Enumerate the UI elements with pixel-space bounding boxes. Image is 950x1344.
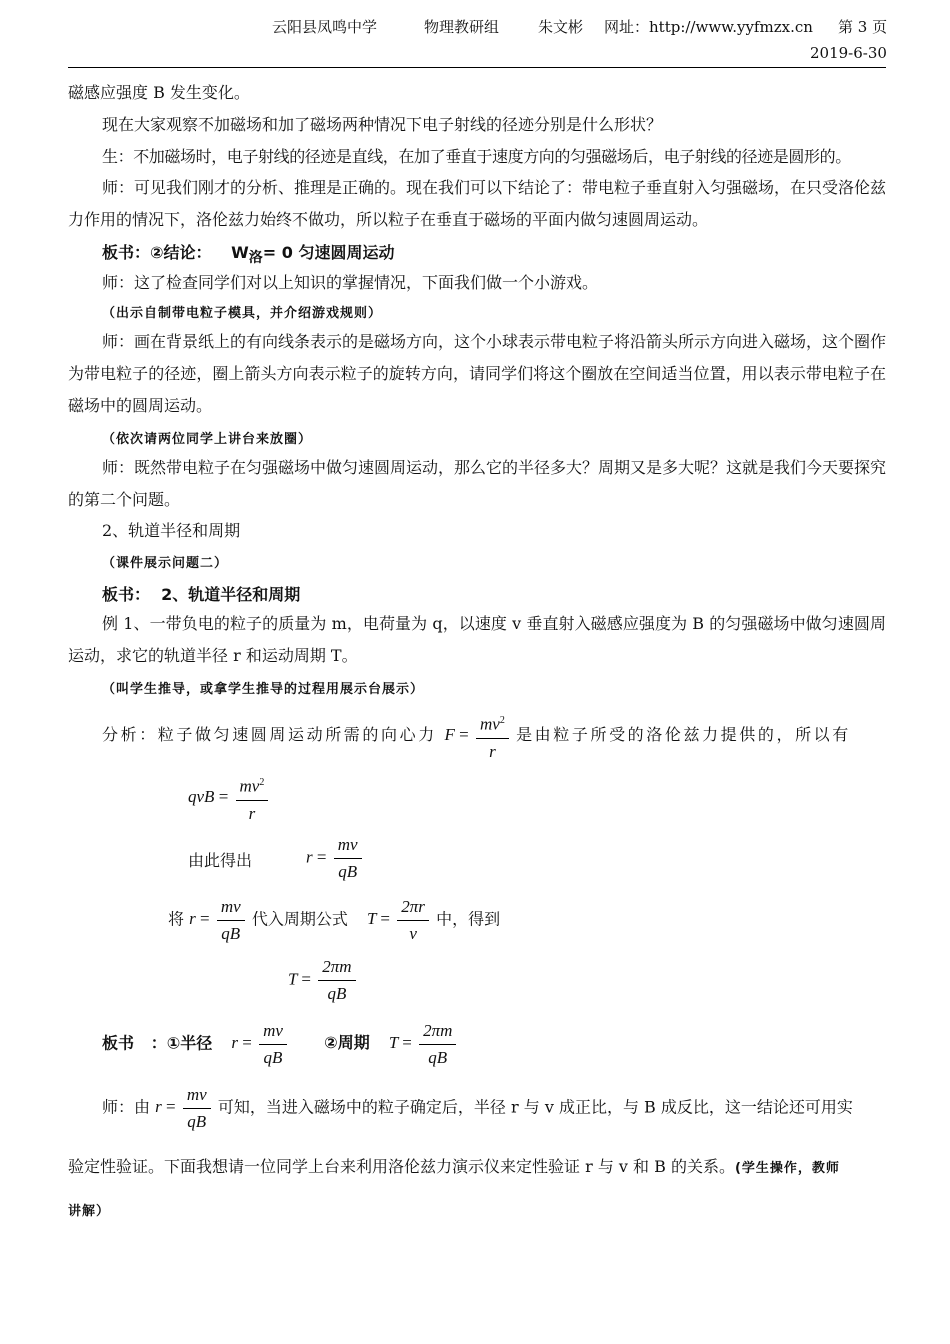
num-2pir: 2πr	[397, 896, 429, 921]
board-orbit: 板书： 2、轨道半径和周期	[102, 585, 301, 604]
board-conclusion-sub: 洛	[248, 250, 263, 267]
num-mv: mv	[239, 776, 260, 796]
symbol-eq: =	[301, 969, 311, 989]
formula-radius	[231, 1021, 294, 1067]
board-conclusion-w: W	[231, 243, 249, 262]
symbol-qvB: qvB	[188, 787, 215, 807]
formula-radius	[306, 834, 365, 883]
fraction-2pim-over-qB	[318, 956, 355, 1005]
derive-label: 由此得出	[188, 851, 253, 870]
paragraph-4: 师：这了检查同学们对以上知识的掌握情况，下面我们做一个小游戏。	[102, 273, 599, 292]
paragraph-7: 2、轨道半径和周期	[102, 521, 241, 540]
den-qB: qB	[221, 924, 241, 943]
symbol-r: r	[189, 909, 196, 929]
formula-radius	[189, 897, 252, 943]
formula-period	[288, 956, 359, 1005]
formula-lorentz-equals-centripetal	[188, 772, 271, 825]
board-conclusion-rest: = 0 匀速圆周运动	[262, 243, 395, 262]
den-v: v	[409, 924, 417, 943]
symbol-F: F	[444, 725, 455, 745]
symbol-eq: =	[316, 847, 327, 867]
symbol-eq: =	[402, 1033, 412, 1053]
symbol-eq: =	[380, 909, 391, 929]
board-radius-label: 板书 ：①半径	[102, 1033, 213, 1053]
paragraph-0: 磁感应强度 B 发生变化。	[68, 83, 250, 102]
paragraph-10-text: 验定性验证。下面我想请一位同学上台来利用洛伦兹力演示仪来定性验证 r 与 v 和 B 的关系。	[68, 1157, 735, 1176]
paragraph-11: 讲解）	[68, 1204, 111, 1219]
analysis-pre: 分析：粒子做匀速圆周运动所需的向心力	[102, 725, 437, 745]
symbol-eq: =	[459, 725, 469, 745]
conclusion-pre: 师：由	[102, 1097, 151, 1117]
example-1: 例 1、一带负电的粒子的质量为 m，电荷量为 q，以速度 v 垂直射入磁感应强度为 B 的匀强磁场中做匀速圆周运动，求它的轨道半径 r 和运动周期 T。	[68, 614, 886, 665]
fraction-mv-over-qB	[183, 1084, 211, 1133]
symbol-T: T	[367, 909, 377, 929]
symbol-eq: =	[199, 909, 210, 929]
symbol-T: T	[388, 1033, 398, 1053]
substitution-line	[168, 896, 500, 945]
den-r: r	[248, 803, 256, 823]
board-period-label: ②周期	[324, 1033, 370, 1053]
exp-2: 2	[259, 777, 265, 788]
fraction-mv-over-qB	[259, 1020, 287, 1069]
subst-pre: 将	[168, 909, 185, 929]
formula-centripetal	[444, 714, 517, 761]
symbol-eq: =	[242, 1033, 252, 1053]
note-4: （叫学生推导，或拿学生推导的过程用展示台展示）	[102, 682, 425, 697]
fraction-mv-over-qB	[334, 834, 362, 883]
symbol-r: r	[306, 847, 313, 867]
paragraph-1: 现在大家观察不加磁场和加了磁场两种情况下电子射线的径迹分别是什么形状？	[102, 115, 663, 134]
paragraph-3: 师：可见我们刚才的分析、推理是正确的。现在我们可以下结论了：带电粒子垂直射入匀强磁场，在只受洛伦兹力作用的情况下，洛伦兹力始终不做功，所以粒子在垂直于磁场的平面内做匀速圆周运动。	[68, 178, 887, 229]
note-1: （出示自制带电粒子模具，并介绍游戏规则）	[102, 306, 383, 321]
header-group: 物理教研组	[424, 18, 500, 36]
num-mv: mv	[479, 714, 500, 734]
den-r: r	[489, 741, 496, 761]
header-website: 网址：http://www.yyfmzx.cn	[604, 18, 813, 36]
den-qB: qB	[428, 1048, 448, 1067]
note-2: （依次请两位同学上讲台来放圈）	[102, 432, 313, 447]
symbol-eq: =	[218, 787, 229, 807]
den-qB: qB	[338, 862, 358, 881]
num-mv: mv	[183, 1084, 211, 1109]
symbol-r: r	[155, 1097, 162, 1117]
paragraph-5: 师：画在背景纸上的有向线条表示的是磁场方向，这个小球表示带电粒子将沿箭头所示方向进入磁场，这个圈作为带电粒子的径迹，圈上箭头方向表示粒子的旋转方向，请同学们将这个圈放在空间适当位置，用以表示带电粒子在磁场中的圆周运动。	[68, 332, 887, 415]
paragraph-10	[68, 1154, 840, 1177]
symbol-eq: =	[165, 1097, 176, 1117]
num-mv: mv	[259, 1020, 287, 1045]
header-date: 2019-6-30	[810, 44, 887, 62]
subst-mid: 代入周期公式	[251, 909, 348, 929]
exp-2: 2	[499, 715, 505, 726]
num-2pim: 2πm	[419, 1020, 456, 1045]
board-conclusion	[102, 240, 394, 267]
conclusion-post: 可知，当进入磁场中的粒子确定后，半径 r 与 v 成正比，与 B 成反比，这一结论还可用实	[217, 1097, 853, 1117]
note-3: （课件展示问题二）	[102, 556, 229, 571]
analysis-post: 是由粒子所受的洛伦兹力提供的，所以有	[516, 725, 851, 745]
den-qB: qB	[263, 1048, 283, 1067]
fraction-mv2-over-r	[236, 772, 269, 825]
symbol-T: T	[288, 969, 298, 989]
fraction-2pir-over-v	[397, 896, 429, 945]
fraction-2pim-over-qB	[419, 1020, 456, 1069]
analysis-line	[102, 710, 851, 763]
header-page: 第 3 页	[838, 18, 888, 36]
paragraph-6: 师：既然带电粒子在匀强磁场中做匀速圆周运动，那么它的半径多大？周期又是多大呢？这就是我们今天要探究的第二个问题。	[68, 458, 887, 509]
num-2pim: 2πm	[318, 956, 355, 981]
symbol-r: r	[231, 1033, 238, 1053]
header-divider	[68, 67, 886, 68]
paragraph-10-note: (学生操作，教师	[734, 1161, 840, 1176]
num-mv: mv	[334, 834, 362, 859]
den-qB: qB	[327, 984, 347, 1003]
fraction-mv-over-qB	[217, 896, 245, 945]
den-qB: qB	[187, 1112, 207, 1131]
subst-post: 中，得到	[436, 909, 501, 929]
conclusion-line	[102, 1084, 853, 1133]
paragraph-2: 生：不加磁场时，电子射线的径迹是直线，在加了垂直于速度方向的匀强磁场后，电子射线的径迹是圆形的。	[102, 147, 851, 166]
header-author: 朱文彬	[538, 18, 584, 36]
fraction-mv2-over-r	[476, 710, 509, 763]
num-mv: mv	[217, 896, 245, 921]
board-formulas	[102, 1020, 459, 1069]
formula-radius	[155, 1085, 218, 1131]
header-school: 云阳县凤鸣中学	[272, 18, 378, 36]
board-conclusion-prefix: 板书：②结论：	[102, 243, 212, 262]
